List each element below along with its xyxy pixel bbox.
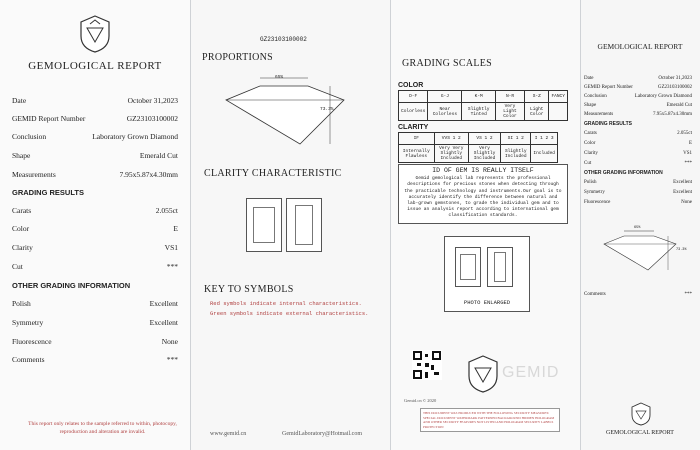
clarity-row: Clarity VS1 xyxy=(12,243,178,252)
mini-shape-row: Shape Emerald Cut xyxy=(584,103,692,108)
report-title: GEMOLOGICAL REPORT xyxy=(28,60,162,72)
mini-fluorescence-row: Fluorescence None xyxy=(584,200,692,205)
symmetry-row: Symmetry Excellent xyxy=(12,318,178,327)
fold-line xyxy=(390,0,391,450)
mini-footer-title: GEMOLOGICAL REPORT xyxy=(606,430,674,436)
carats-row: Carats 2.055ct xyxy=(12,206,178,215)
mini-date-row: Date October 31,2023 xyxy=(584,76,692,81)
key-to-symbols-title: KEY TO SYMBOLS xyxy=(204,284,294,295)
key-red-text: Red symbols indicate internal characteristics. xyxy=(210,300,362,307)
grading-scales-title: GRADING SCALES xyxy=(402,58,493,69)
photo-stone-top-icon xyxy=(455,247,481,287)
depth-percent: 73.3% xyxy=(320,107,334,112)
other-info-heading: OTHER GRADING INFORMATION xyxy=(12,281,131,290)
color-scale-title: COLOR xyxy=(398,82,424,89)
cut-row: Cut *** xyxy=(12,262,178,271)
mini-other-info: OTHER GRADING INFORMATION xyxy=(584,170,663,176)
gemid-seal-icon xyxy=(466,354,500,394)
report-panel xyxy=(0,0,190,450)
watermark-text: GEMID xyxy=(502,364,560,381)
mini-carats-row: Carats 2.055ct xyxy=(584,131,692,136)
color-row: Color E xyxy=(12,224,178,233)
mini-measurements-row: Measurements 7.95x5.87x4.30mm xyxy=(584,112,692,117)
comments-row: Comments *** xyxy=(12,355,178,364)
id-statement-title: ID OF GEM IS REALLY ITSELF xyxy=(432,167,534,174)
id-statement-box xyxy=(398,164,568,224)
table-percent: 65% xyxy=(275,75,284,80)
qr-code-icon xyxy=(412,350,442,380)
website-text: www.gemid.cn xyxy=(210,431,247,437)
fluorescence-row: Fluorescence None xyxy=(12,337,178,346)
mini-clarity-row: Clarity VS1 xyxy=(584,151,692,156)
footer-note: This report only relates to the sample referred to within, photocopy, reproduction and alteration are invalid. xyxy=(28,421,177,435)
proportions-panel xyxy=(190,0,390,450)
mini-proportions-icon xyxy=(600,228,680,273)
conclusion-row: Conclusion Laboratory Grown Diamond xyxy=(12,132,178,141)
emerald-bottom-view-icon xyxy=(286,198,322,252)
emerald-top-view-icon xyxy=(246,198,282,252)
mini-grading-results: GRADING RESULTS xyxy=(584,121,632,127)
center-report-number: GZ23103100002 xyxy=(260,36,307,43)
grading-scales-panel xyxy=(390,0,580,450)
copyright-text: Gemid.cn © 2020 xyxy=(404,398,437,403)
fold-line xyxy=(580,0,581,450)
security-note: THIS DOCUMENT WAS PRODUCED WITH THE FOLLOWING SECURITY MEASURES: SPECIAL DOCUMENT WATERMARK PATTERNED BACKGROUND HIDDEN HOLOGRAM AND OTHER SECURITY FEATURES NOT LISTED AND HOLOGRAM SECURITY LABELS PROTECTION xyxy=(420,408,560,432)
mini-comments-row: Comments *** xyxy=(584,292,692,297)
photo-stone-bottom-icon xyxy=(487,247,513,287)
measurements-row: Measurements 7.95x5.87x4.30mm xyxy=(12,170,178,179)
mini-conclusion-row: Conclusion Laboratory Grown Diamond xyxy=(584,94,692,99)
mini-report-panel xyxy=(580,0,700,450)
fold-line xyxy=(190,0,191,450)
photo-enlarged-label: PHOTO ENLARGED xyxy=(463,299,511,306)
proportions-title: PROPORTIONS xyxy=(202,52,274,63)
mini-cut-row: Cut *** xyxy=(584,161,692,166)
gemid-logo-icon xyxy=(78,14,112,54)
grading-results-heading: GRADING RESULTS xyxy=(12,188,84,197)
mini-depth-percent: 73.3% xyxy=(676,248,687,252)
clarity-scale-table: IF VVS 1 2 VS 1 2 SI 1 2 I 1 2 3 Internally Flawless Very Very Slightly Included Very Slightly Included Slightly Included Included xyxy=(398,132,558,163)
mini-report-title: GEMOLOGICAL REPORT xyxy=(597,42,683,51)
date-row: Date October 31,2023 xyxy=(12,96,178,105)
report-number-row: GEMID Report Number GZ23103100002 xyxy=(12,114,178,123)
mini-polish-row: Polish Excellent xyxy=(584,180,692,185)
clarity-scale-title: CLARITY xyxy=(398,124,429,131)
polish-row: Polish Excellent xyxy=(12,299,178,308)
mini-logo-icon xyxy=(630,402,652,426)
shape-row: Shape Emerald Cut xyxy=(12,151,178,160)
key-green-text: Green symbols indicate external characteristics. xyxy=(210,310,369,317)
id-statement-text: Gemid gemological lab represents the professional descriptions for precious stones when detecting through the practicable technology and instruments.Our goal is to accurately identify the difference between natural and lab-grown gemstones, to grade the individual gem and to issue an analysis report according to international gem classification standards. xyxy=(404,176,562,219)
mini-number-row: GEMID Report Number GZ23103100002 xyxy=(584,85,692,90)
email-text: GemidLaboratory@Hotmail.com xyxy=(282,431,363,437)
color-scale-table: D-F G-J K-M N-R S-Z FANCY Colorless Near Colorless Slightly Tinted Very Light Color Light Color xyxy=(398,90,568,121)
mini-symmetry-row: Symmetry Excellent xyxy=(584,190,692,195)
clarity-characteristic-title: CLARITY CHARACTERISTIC xyxy=(204,168,342,179)
photo-enlarged-frame xyxy=(444,236,530,312)
mini-table-percent: 65% xyxy=(634,226,641,230)
mini-color-row: Color E xyxy=(584,141,692,146)
